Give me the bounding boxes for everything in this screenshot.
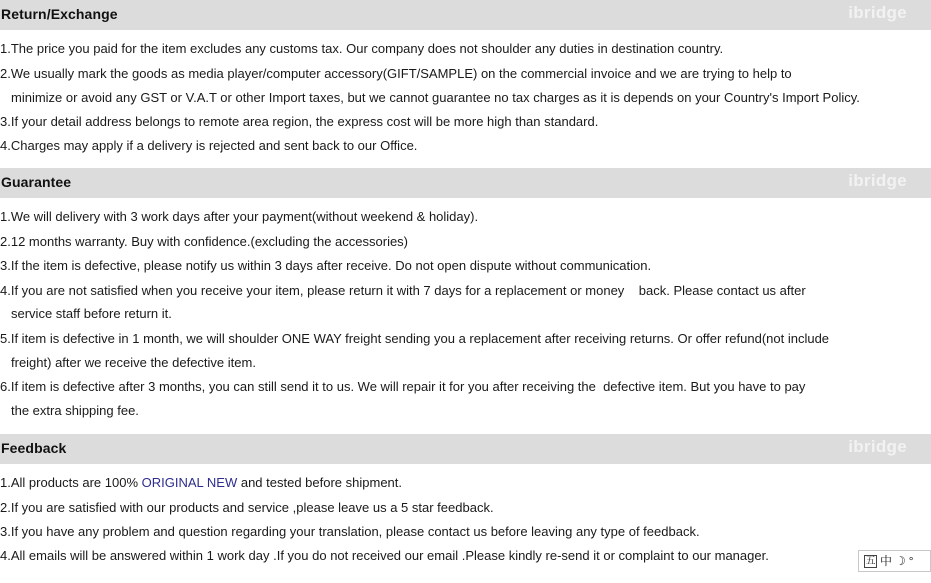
watermark-logo: ibridge <box>848 437 907 456</box>
watermark-logo: ibridge <box>848 171 907 190</box>
guarantee-line-5: 5.If item is defective in 1 month, we will shoulder ONE WAY freight sending you a replacement after receiving returns. Or offer refund(not include <box>0 331 830 346</box>
feedback-line-1-prefix: 1.All products are 100% <box>0 475 142 490</box>
section-title-feedback: Feedback <box>1 440 67 456</box>
return-exchange-line-2-cont: minimize or avoid any GST or V.A.T or other Import taxes, but we cannot guarantee no tax charges as it is depends on your Country's Import Policy. <box>11 90 860 105</box>
feedback-line-2: 2.If you are satisfied with our products and service ,please leave us a 5 star feedback. <box>0 500 494 515</box>
ime-moon-icon[interactable]: ☽ <box>895 554 906 568</box>
return-exchange-line-3: 3.If your detail address belongs to remote area region, the express cost will be more high than standard. <box>0 114 599 129</box>
return-exchange-line-4: 4.Charges may apply if a delivery is rejected and sent back to our Office. <box>0 138 418 153</box>
watermark-logo: ibridge <box>848 3 907 22</box>
return-exchange-line-1: 1.The price you paid for the item excludes any customs tax. Our company does not shoulder any duties in destination country. <box>0 41 724 56</box>
section-title-return-exchange: Return/Exchange <box>1 6 118 22</box>
feedback-line-4: 4.All emails will be answered within 1 work day .If you do not received our email .Please kindly re-send it or complaint to our manager. <box>0 548 769 563</box>
return-exchange-line-2: 2.We usually mark the goods as media player/computer accessory(GIFT/SAMPLE) on the commercial invoice and we are trying to help to <box>0 66 792 81</box>
guarantee-line-4: 4.If you are not satisfied when you receive your item, please return it with 7 days for a replacement or money back. Please contact us after <box>0 283 806 298</box>
section-header-guarantee <box>0 168 931 198</box>
ime-punctuation-icon[interactable]: ° <box>908 554 914 568</box>
section-header-feedback <box>0 434 931 464</box>
feedback-line-3: 3.If you have any problem and question regarding your translation, please contact us before leaving any type of feedback. <box>0 524 700 539</box>
guarantee-line-4-cont: service staff before return it. <box>11 306 172 321</box>
section-header-return-exchange <box>0 0 931 30</box>
feedback-line-1-suffix: and tested before shipment. <box>237 475 403 490</box>
feedback-line-1 <box>0 475 402 491</box>
guarantee-line-2: 2.12 months warranty. Buy with confidence.(excluding the accessories) <box>0 234 409 249</box>
guarantee-line-6-cont: the extra shipping fee. <box>11 403 139 418</box>
section-title-guarantee: Guarantee <box>1 174 72 190</box>
ime-language-toggle[interactable]: 中 <box>880 554 893 568</box>
guarantee-line-1: 1.We will delivery with 3 work days after your payment(without weekend & holiday). <box>0 209 479 224</box>
original-new-highlight: ORIGINAL NEW <box>141 475 238 490</box>
ime-toolbar[interactable] <box>858 550 931 572</box>
ime-input-method-icon[interactable]: 五 <box>865 555 876 567</box>
guarantee-line-6: 6.If item is defective after 3 months, you can still send it to us. We will repair it for you after receiving the defective item. But you have to pay <box>0 379 806 394</box>
guarantee-line-5-cont: freight) after we receive the defective item. <box>11 355 256 370</box>
guarantee-line-3: 3.If the item is defective, please notify us within 3 days after receive. Do not open dispute without communication. <box>0 258 652 273</box>
